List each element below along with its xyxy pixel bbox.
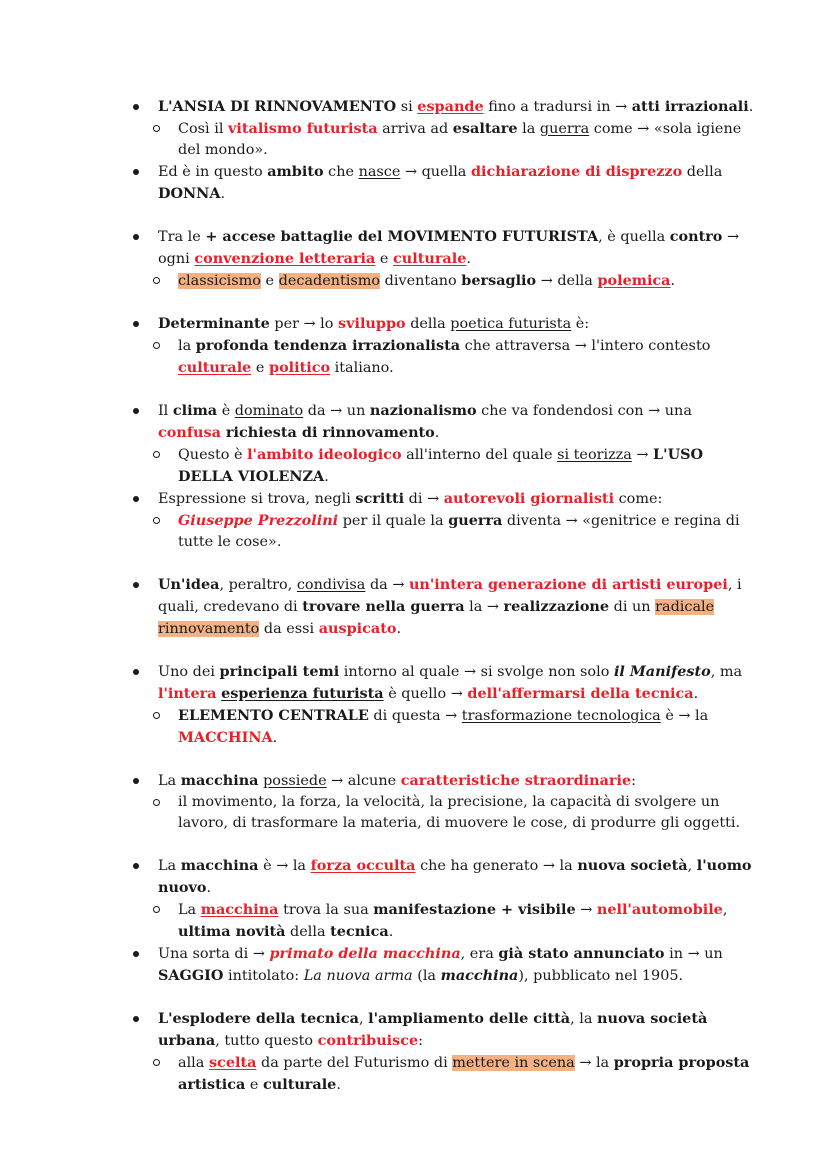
sub-bullet-item: Giuseppe Prezzolini per il quale la guerra diventa → «genitrice e regina di tutte le cose».	[152, 510, 758, 553]
bullet-item: Espressione si trova, negli scritti di → autorevoli giornalisti come: Giuseppe Prezzolini per il quale la guerra diventa → «genitrice e regina di tutte le cose».	[0, 488, 828, 553]
arrow-icon: →	[252, 946, 265, 962]
bullet-item: Un'idea, peraltro, condivisa da → un'intera generazione di artisti europei, i quali, credevano di trovare nella guerra la → realizzazione di un radicale rinnovamento da essi auspicato.	[0, 574, 828, 640]
bullet-item: Una sorta di → primato della macchina, era già stato annunciato in → un SAGGIO intitolato: La nuova arma (la macchina), pubblicato nel 1905.	[0, 943, 828, 987]
arrow-icon: →	[427, 491, 440, 507]
arrow-icon: →	[726, 229, 740, 245]
arrow-icon: →	[574, 338, 587, 354]
bullet-item: L'esplodere della tecnica, l'ampliamento delle città, la nuova società urbana, tutto questo contribuisce: alla scelta da parte del Futurismo di mettere in scena → la propria proposta artistica e culturale.	[0, 1008, 828, 1096]
arrow-icon: →	[540, 273, 553, 289]
spacer	[0, 640, 828, 661]
sub-bullet-item: La macchina trova la sua manifestazione + visibile → nell'automobile, ultima novità della tecnica.	[152, 899, 758, 943]
arrow-icon: →	[636, 447, 649, 463]
arrow-icon: →	[565, 513, 578, 529]
arrow-icon: →	[678, 708, 691, 724]
arrow-icon: →	[637, 121, 650, 137]
spacer	[0, 987, 828, 1008]
bullet-item: Il clima è dominato da → un nazionalismo che va fondendosi con → una confusa richiesta di rinnovamento. Questo è l'ambito ideologico all'interno del quale si teorizza → L'USO DELLA VIOLENZA.	[0, 400, 828, 488]
arrow-icon: →	[687, 946, 700, 962]
bullet-item: La macchina possiede → alcune caratteristiche straordinarie: il movimento, la forza, la velocità, la precisione, la capacità di svolgere un lavoro, di trasformare la materia, di muovere le cose, di produrre gli oggetti.	[0, 770, 828, 834]
sub-list	[152, 792, 758, 834]
arrow-icon: →	[392, 577, 405, 593]
sub-bullet-item: Così il vitalismo futurista arriva ad esaltare la guerra come → «sola igiene del mondo».	[152, 118, 758, 161]
spacer	[0, 379, 828, 400]
spacer	[0, 749, 828, 770]
document-page	[0, 96, 828, 1096]
bullet-item: La macchina è → la forza occulta che ha generato → la nuova società, l'uomo nuovo. La macchina trova la sua manifestazione + visibile → nell'automobile, ultima novità della tecnica.	[0, 855, 828, 943]
arrow-icon: →	[615, 99, 628, 115]
arrow-icon: →	[486, 599, 499, 615]
arrow-icon: →	[450, 686, 463, 702]
sub-list	[152, 118, 758, 161]
arrow-icon: →	[542, 858, 555, 874]
sub-bullet-item: ELEMENTO CENTRALE di questa → trasformazione tecnologica è → la MACCHINA.	[152, 705, 758, 749]
bullet-item: Determinante per → lo sviluppo della poetica futurista è: la profonda tendenza irrazionalista che attraversa → l'intero contesto culturale e politico italiano.	[0, 313, 828, 379]
arrow-icon: →	[579, 1055, 592, 1071]
bullet-item: Ed è in questo ambito che nasce → quella dichiarazione di disprezzo della DONNA.	[0, 161, 828, 205]
sub-list	[152, 444, 758, 488]
arrow-icon: →	[303, 316, 316, 332]
arrow-icon: →	[463, 664, 477, 680]
arrow-icon: →	[445, 708, 458, 724]
sub-bullet-item: alla scelta da parte del Futurismo di mettere in scena → la propria proposta artistica e culturale.	[152, 1052, 758, 1096]
sub-list	[152, 705, 758, 749]
sub-bullet-item: la profonda tendenza irrazionalista che attraversa → l'intero contesto culturale e politico italiano.	[152, 335, 758, 379]
sub-list	[152, 1052, 758, 1096]
arrow-icon: →	[331, 773, 344, 789]
arrow-icon: →	[648, 403, 661, 419]
spacer	[0, 834, 828, 855]
notes-list	[0, 96, 828, 1096]
bullet-item: L'ANSIA DI RINNOVAMENTO si espande fino a tradursi in → atti irrazionali. Così il vitalismo futurista arriva ad esaltare la guerra come → «sola igiene del mondo».	[0, 96, 828, 161]
sub-list	[152, 899, 758, 943]
sub-list	[152, 510, 758, 553]
spacer	[0, 553, 828, 574]
arrow-icon: →	[580, 902, 593, 918]
arrow-icon: →	[404, 164, 418, 180]
arrow-icon: →	[330, 403, 343, 419]
sub-list	[152, 335, 758, 379]
arrow-icon: →	[276, 858, 289, 874]
sub-bullet-item: il movimento, la forza, la velocità, la precisione, la capacità di svolgere un lavoro, di trasformare la materia, di muovere le cose, di produrre gli oggetti.	[152, 792, 758, 834]
bullet-item: Tra le + accese battaglie del MOVIMENTO FUTURISTA, è quella contro → ogni convenzione letteraria e culturale. classicismo e decadentismo diventano bersaglio → della polemica.	[0, 226, 828, 292]
sub-bullet-item: classicismo e decadentismo diventano bersaglio → della polemica.	[152, 270, 758, 292]
sub-list	[152, 270, 758, 292]
sub-bullet-item: Questo è l'ambito ideologico all'interno del quale si teorizza → L'USO DELLA VIOLENZA.	[152, 444, 758, 488]
bullet-item: Uno dei principali temi intorno al quale → si svolge non solo il Manifesto, ma l'intera esperienza futurista è quello → dell'affermarsi della tecnica. ELEMENTO CENTRALE di questa → trasformazione tecnologica è → la MACCHINA.	[0, 661, 828, 749]
spacer	[0, 292, 828, 313]
spacer	[0, 205, 828, 226]
